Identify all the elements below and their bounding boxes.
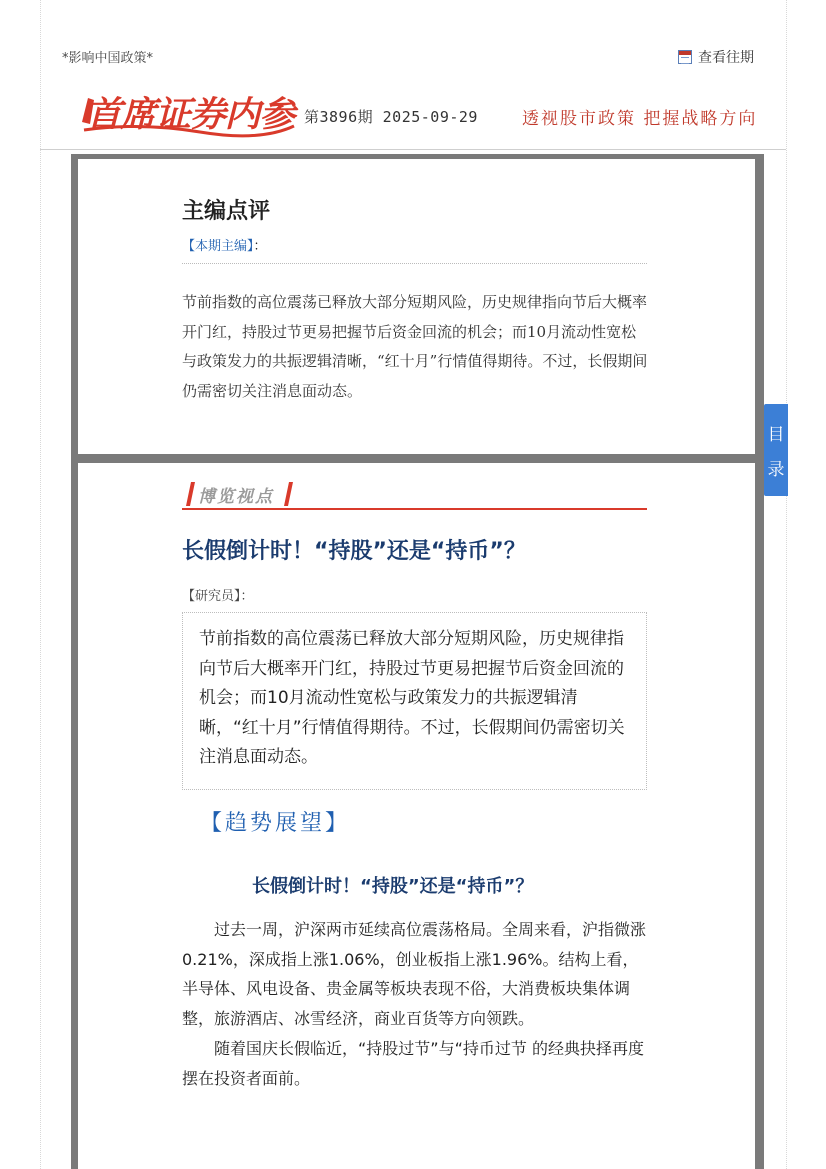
page-guide-left [40, 0, 41, 1169]
header-tagline: 透视股市政策 把握战略方向 [522, 109, 758, 129]
toc-char-1: 目 [767, 425, 785, 445]
section-header [186, 478, 296, 508]
toc-char-2: 录 [767, 460, 785, 480]
chief-editor-link[interactable]: 【本期主编】 [182, 239, 254, 254]
brand-logo [80, 86, 300, 138]
researcher-credit: 【研究员】： [182, 589, 254, 604]
issue-info: 第3896期 2025-09-29 [304, 108, 478, 126]
view-archive-link[interactable] [678, 47, 754, 67]
article-summary-box [182, 612, 647, 790]
view-archive-label: 查看往期 [698, 50, 754, 66]
brand-logo-text: 首席证券内参 [86, 95, 300, 135]
calendar-icon [678, 50, 692, 64]
editor-credit-suffix: ： [253, 239, 267, 254]
header-divider [40, 149, 786, 150]
article-body [182, 915, 650, 1093]
page-guide-right [786, 0, 787, 1169]
table-of-contents-tab[interactable] [764, 404, 788, 496]
article-paragraph: 随着国庆长假临近，“持股过节”与“持币过节 的经典抉择再度摆在投资者面前。 [182, 1038, 644, 1088]
trend-outlook-heading: 【趋势展望】 [200, 811, 351, 836]
editor-credit [182, 235, 267, 254]
article-title: 长假倒计时！“持股”还是“持币”？ [182, 539, 526, 564]
article-subtitle: 长假倒计时！“持股”还是“持币”？ [252, 876, 534, 897]
section-divider [182, 508, 647, 510]
header-slogan: *影响中国政策* [62, 51, 154, 66]
editor-divider [182, 263, 647, 264]
section-header-label: 博览视点 [198, 487, 274, 507]
article-paragraph: 过去一周，沪深两市延续高位震荡格局。全周来看，沪指微涨0.21%，深成指上涨1.06%，创业板指上涨1.96%。结构上看，半导体、风电设备、贵金属等板块表现不俗，大消费板块集体调整，旅游酒店、冰雪经济，商业百货等方向领跌。 [182, 920, 647, 1029]
article-summary: 节前指数的高位震荡已释放大部分短期风险，历史规律指向节后大概率开门红，持股过节更易把握节后资金回流的机会；而10月流动性宽松与政策发力的共振逻辑清晰，“红十月”行情值得期待。不过，长假期间仍需密切关注消息面动态。 [199, 629, 625, 768]
editor-review-body: 节前指数的高位震荡已释放大部分短期风险，历史规律指向节后大概率开门红，持股过节更易把握节后资金回流的机会；而10月流动性宽松与政策发力的共振逻辑清晰，“红十月”行情值得期待。不过，长假期间仍需密切关注消息面动态。 [182, 293, 648, 400]
editor-review-title: 主编点评 [182, 199, 271, 224]
